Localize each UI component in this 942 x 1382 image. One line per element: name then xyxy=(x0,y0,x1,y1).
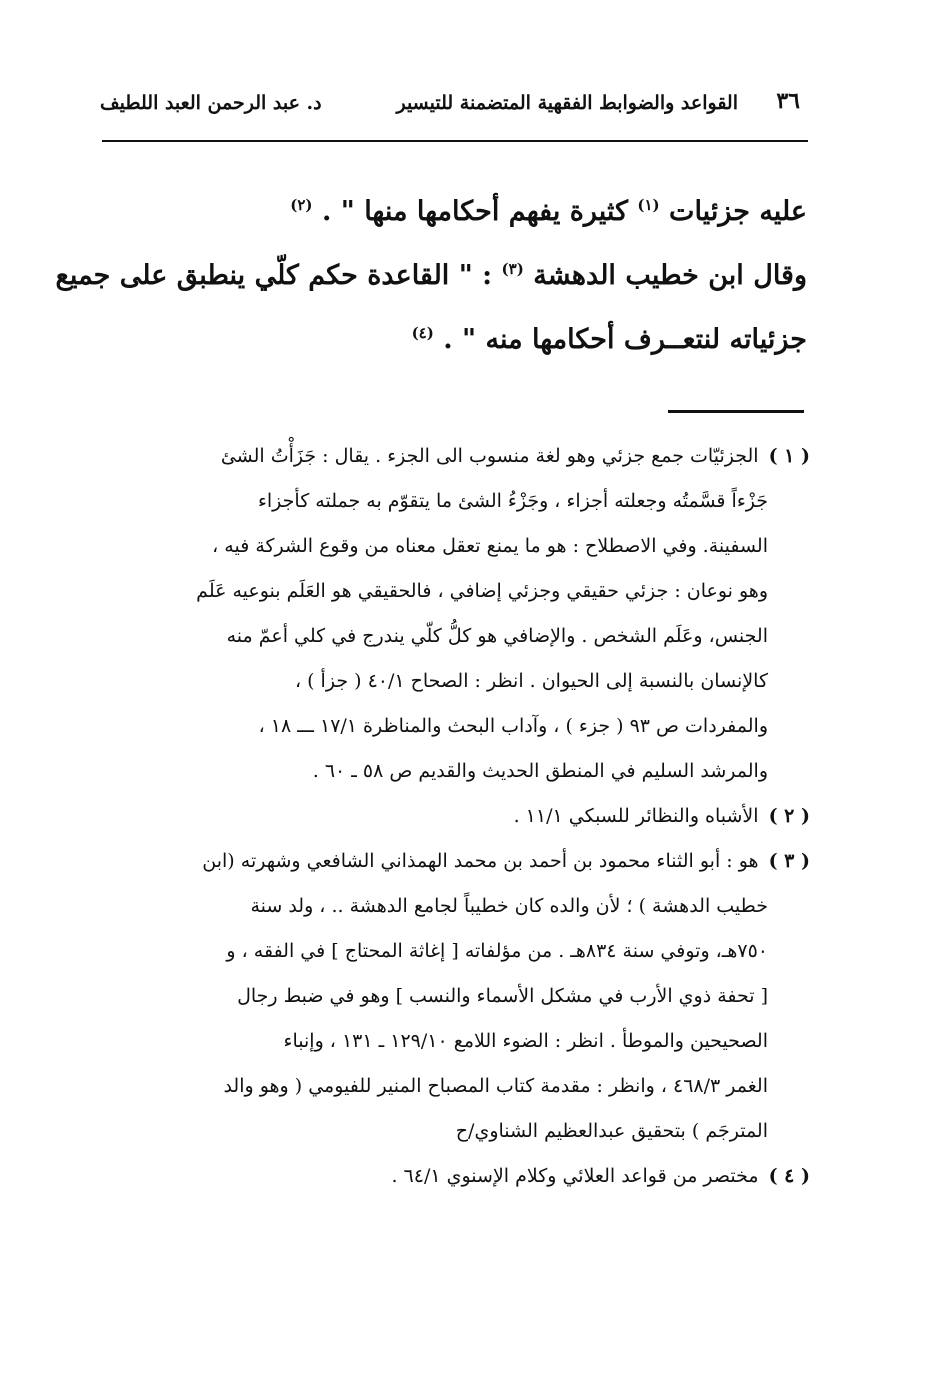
footnote-line: الغمر ٤٦٨/٣ ، وانظر : مقدمة كتاب المصباح المنير للفيومي ( وهو والد xyxy=(223,1075,768,1097)
footnote-1 xyxy=(130,434,810,794)
footnote-line: الصحيحين والموطأ . انظر : الضوء اللامع ١٢٩/١٠ ـ ١٣١ ، وإنباء xyxy=(283,1030,768,1052)
main-text xyxy=(55,180,807,372)
main-line xyxy=(55,244,807,308)
main-text-span: جزئياته لنتعــرف أحكامها منه " . xyxy=(443,324,807,355)
footnote-ref: (٤) xyxy=(411,324,434,342)
footnote-line: الجنس، وعَلَم الشخص . والإضافي هو كلُّ كلّي يندرج في كلي أعمّ منه xyxy=(226,625,768,647)
footnote-line xyxy=(130,839,810,884)
footnote-ref: (٢) xyxy=(290,196,313,214)
footnote-line: والمفردات ص ٩٣ ( جزء ) ، وآداب البحث والمناظرة ١٧/١ ـــ ١٨ ، xyxy=(258,715,768,737)
footnote-line xyxy=(130,1154,810,1199)
footnote-line: كالإنسان بالنسبة إلى الحيوان . انظر : الصحاح ٤٠/١ ( جزأ ) ، xyxy=(294,670,768,692)
footnote-ref: (٣) xyxy=(501,260,524,278)
header-rule xyxy=(102,140,808,142)
footnote-line: ٧٥٠هـ، وتوفي سنة ٨٣٤هـ . من مؤلفاته [ إغاثة المحتاج ] في الفقه ، و xyxy=(226,940,768,962)
author-name: د. عبد الرحمن العبد اللطيف xyxy=(100,92,322,114)
footnote-text: مختصر من قواعد العلائي وكلام الإسنوي ٦٤/١ . xyxy=(391,1165,759,1187)
main-text-span: عليه جزئيات xyxy=(669,196,807,227)
footnote-separator xyxy=(668,410,804,413)
page-number: ٣٦ xyxy=(776,88,800,114)
footnote-number: ( ٢ ) xyxy=(768,805,810,827)
footnotes xyxy=(130,434,810,1199)
footnote-ref: (١) xyxy=(637,196,660,214)
running-header xyxy=(100,88,800,124)
footnote-text: الجزئيّات جمع جزئي وهو لغة منسوب الى الجزء . يقال : جَزَأْتُ الشئ xyxy=(220,445,759,467)
main-text-span: وقال ابن خطيب الدهشة xyxy=(533,260,807,291)
footnote-line xyxy=(130,434,810,479)
footnote-line: خطيب الدهشة ) ؛ لأن والده كان خطيباً لجامع الدهشة .. ، ولد سنة xyxy=(250,895,768,917)
footnote-4 xyxy=(130,1154,810,1199)
footnote-line: السفينة. وفي الاصطلاح : هو ما يمنع تعقل معناه من وقوع الشركة فيه ، xyxy=(212,535,768,557)
book-title: القواعد والضوابط الفقهية المتضمنة للتيسير xyxy=(396,92,738,114)
main-text-span: : " القاعدة حكم كلّي ينطبق على جميع xyxy=(55,260,493,291)
footnote-number: ( ٣ ) xyxy=(768,850,810,872)
footnote-line xyxy=(130,794,810,839)
footnote-line: وهو نوعان : جزئي حقيقي وجزئي إضافي ، فالحقيقي هو العَلَم بنوعيه عَلَم xyxy=(196,580,768,602)
footnote-number: ( ٤ ) xyxy=(768,1165,810,1187)
footnote-line: جَزْءاً قسَّمتُه وجعلته أجزاء ، وجَزْءُ الشئ ما يتقوّم به جملته كأجزاء xyxy=(257,490,768,512)
main-line xyxy=(97,308,807,372)
footnote-text: الأشباه والنظائر للسبكي ١١/١ . xyxy=(513,805,759,827)
footnote-text: هو : أبو الثناء محمود بن أحمد بن محمد الهمذاني الشافعي وشهرته (ابن xyxy=(202,850,759,872)
footnote-number: ( ١ ) xyxy=(768,445,810,467)
main-text-span: كثيرة يفهم أحكامها منها " . xyxy=(321,196,628,227)
footnote-2 xyxy=(130,794,810,839)
footnote-line: [ تحفة ذوي الأرب في مشكل الأسماء والنسب ] وهو في ضبط رجال xyxy=(237,985,768,1007)
footnote-3 xyxy=(130,839,810,1154)
main-line xyxy=(97,180,807,244)
footnote-line: المترجَم ) بتحقيق عبدالعظيم الشناوي/ح xyxy=(455,1120,768,1142)
footnote-line: والمرشد السليم في المنطق الحديث والقديم ص ٥٨ ـ ٦٠ . xyxy=(312,760,768,782)
